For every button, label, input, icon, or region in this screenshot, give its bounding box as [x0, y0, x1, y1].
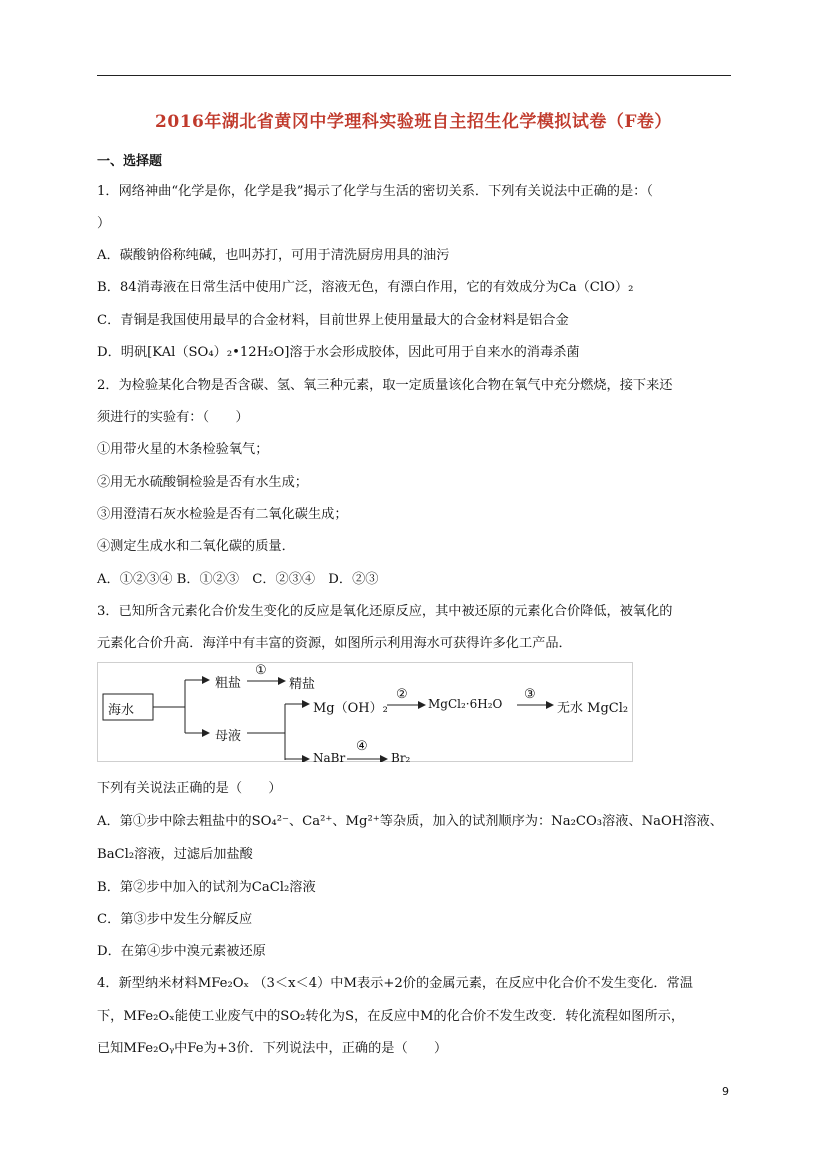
mother-liquor-label: 母液 — [215, 729, 242, 744]
q4-stem-line1: 4．新型纳米材料MFe₂Oₓ （3＜x＜4）中M表示+2价的金属元素，在反应中化合价不发生变化．常温 — [97, 976, 693, 991]
q1-option-a: A．碳酸钠俗称纯碱，也叫苏打，可用于清洗厨房用具的油污 — [97, 248, 450, 263]
q3-option-a-line1: A．第①步中除去粗盐中的SO₄²⁻、Ca²⁺、Mg²⁺等杂质，加入的试剂顺序为：Na₂CO₃溶液、NaOH溶液、 — [97, 814, 723, 829]
step-3-marker: ③ — [524, 687, 536, 702]
q3-option-d: D．在第④步中溴元素被还原 — [97, 944, 266, 959]
page-number: 9 — [722, 1085, 729, 1098]
br2-label: Br₂ — [391, 751, 411, 765]
header-rule — [97, 75, 731, 76]
seawater-flow-diagram — [97, 662, 633, 765]
q2-options: A．①②③④ B．①②③ C．②③④ D．②③ — [97, 572, 379, 587]
q2-item-4: ④测定生成水和二氧化碳的质量． — [97, 539, 295, 554]
step-2-marker: ② — [396, 687, 408, 702]
crude-salt-label: 粗盐 — [215, 676, 242, 691]
q2-item-3: ③用澄清石灰水检验是否有二氧化碳生成； — [97, 507, 348, 522]
anhydrous-mgcl2-label: 无水 MgCl₂ — [557, 701, 629, 716]
q1-option-b: B．84消毒液在日常生活中使用广泛，溶液无色，有漂白作用，它的有效成分为Ca（ClO）₂ — [97, 280, 634, 295]
q1-option-c: C．青铜是我国使用最早的合金材料，目前世界上使用量最大的合金材料是铝合金 — [97, 313, 569, 328]
page-title: 2016年湖北省黄冈中学理科实验班自主招生化学模拟试卷（F卷） — [155, 112, 672, 132]
q3-prompt: 下列有关说法正确的是（ ） — [97, 781, 282, 796]
q1-stem-line2: ） — [97, 216, 111, 231]
mg-oh2-label: Mg（OH）₂ — [313, 701, 388, 716]
section-heading: 一、选择题 — [97, 154, 163, 169]
step-1-marker: ① — [255, 663, 267, 678]
q3-stem-line1: 3．已知所含元素化合价发生变化的反应是氧化还原反应，其中被还原的元素化合价降低，被氧化的 — [97, 604, 673, 619]
q2-stem-line1: 2．为检验某化合物是否含碳、氢、氧三种元素，取一定质量该化合物在氧气中充分燃烧，接下来还 — [97, 378, 673, 393]
q1-option-d: D．明矾[KAl（SO₄）₂•12H₂O]溶于水会形成胶体，因此可用于自来水的消毒杀菌 — [97, 345, 580, 360]
q2-item-2: ②用无水硫酸铜检验是否有水生成； — [97, 475, 308, 490]
q1-stem-line1: 1．网络神曲“化学是你，化学是我”揭示了化学与生活的密切关系．下列有关说法中正确的是：（ — [97, 184, 653, 199]
q3-option-b: B．第②步中加入的试剂为CaCl₂溶液 — [97, 880, 316, 895]
q4-stem-line2: 下，MFe₂Oₓ能使工业废气中的SO₂转化为S，在反应中M的化合价不发生改变．转化流程如图所示， — [97, 1009, 685, 1024]
step-4-marker: ④ — [356, 739, 368, 754]
nabr-label: NaBr — [313, 751, 346, 765]
mgcl2-hydrate-label: MgCl₂·6H₂O — [428, 697, 503, 711]
q2-stem-line2: 须进行的实验有：（ ） — [97, 410, 249, 425]
q3-stem-line2: 元素化合价升高．海洋中有丰富的资源，如图所示利用海水可获得许多化工产品． — [97, 636, 572, 651]
q4-stem-line3: 已知MFe₂Oᵧ中Fe为+3价．下列说法中，正确的是（ ） — [97, 1041, 448, 1056]
seawater-label: 海水 — [108, 703, 135, 718]
q3-option-c: C．第③步中发生分解反应 — [97, 912, 253, 927]
refined-salt-label: 精盐 — [289, 677, 316, 692]
q3-option-a-line2: BaCl₂溶液，过滤后加盐酸 — [97, 847, 253, 862]
q2-item-1: ①用带火星的木条检验氧气； — [97, 442, 269, 457]
